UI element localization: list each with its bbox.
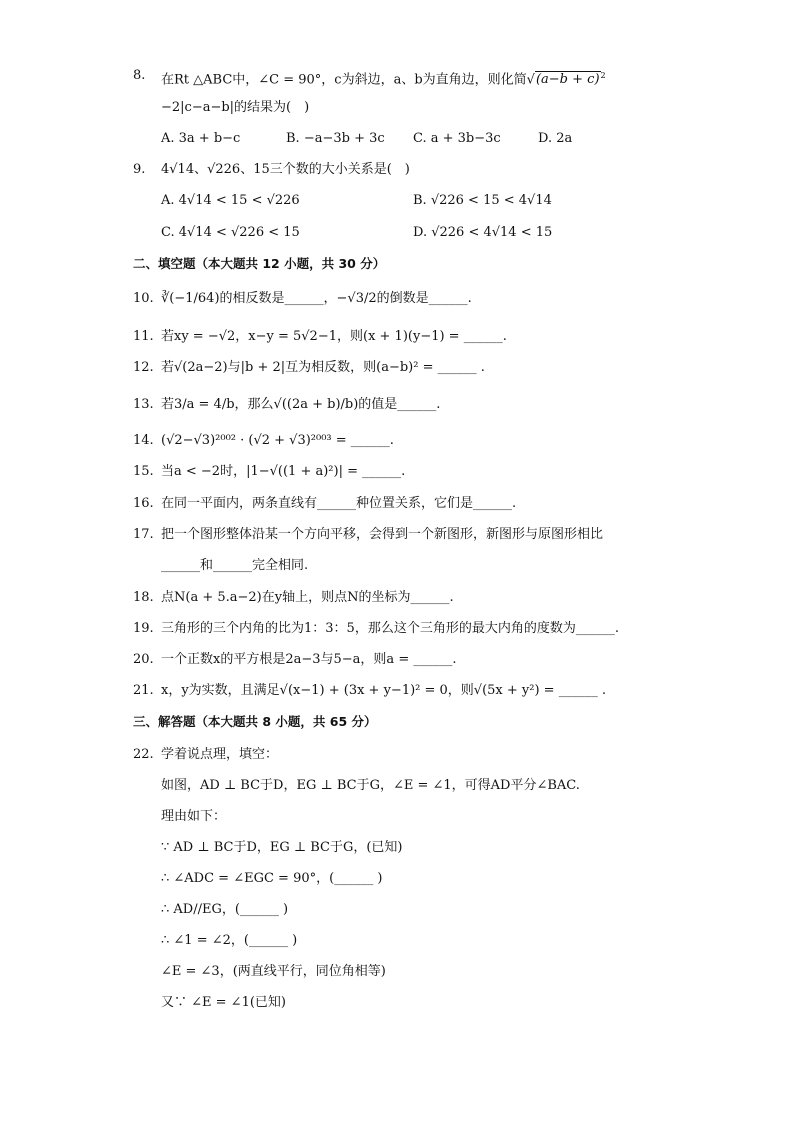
- q8-option-b: B. −a−3b + 3c: [286, 131, 385, 146]
- section-answer-heading: 三、解答题（本大题共 8 小题，共 65 分）: [133, 714, 377, 729]
- q12-text: 若√(2a−2)与|b + 2|互为相反数，则(a−b)² = ______ .: [161, 360, 485, 375]
- q22-line-4: ∵ AD ⊥ BC于D，EG ⊥ BC于G，(已知): [161, 840, 403, 855]
- q8-number: 8.: [133, 68, 146, 83]
- q8-option-a: A. 3a + b−c: [161, 131, 241, 146]
- q17-line2: ______和______完全相同.: [161, 558, 309, 573]
- q9-number: 9.: [133, 162, 146, 177]
- q16-number: 16.: [133, 496, 154, 511]
- q8-exponent: 2: [600, 71, 606, 80]
- q11-text: 若xy = −√2，x−y = 5√2−1，则(x + 1)(y−1) = ______.: [161, 329, 507, 344]
- q13-number: 13.: [133, 397, 154, 412]
- q22-line-3: 理由如下：: [161, 809, 227, 824]
- q22-line-6: ∴ AD//EG，(______ ): [161, 902, 289, 917]
- q8-option-c: C. a + 3b−3c: [413, 131, 501, 146]
- q20-text: 一个正数x的平方根是2a−3与5−a，则a = ______.: [161, 652, 457, 667]
- q14-number: 14.: [133, 433, 154, 448]
- q20-number: 20.: [133, 652, 154, 667]
- q9-option-b: B. √226 < 15 < 4√14: [413, 193, 552, 208]
- q8-line1-text: 在Rt △ABC中，∠C = 90°，c为斜边，a、b为直角边，则化简: [161, 72, 527, 88]
- q8-radicand: (a−b + c): [535, 72, 600, 88]
- q18-text: 点N(a + 5.a−2)在y轴上，则点N的坐标为______.: [161, 590, 454, 605]
- q22-number: 22.: [133, 747, 154, 762]
- q8-line2: −2|c−a−b|的结果为( ): [161, 100, 310, 115]
- q13-text: 若3/a = 4/b，那么√((2a + b)/b)的值是______.: [161, 397, 441, 412]
- q9-stem: 4√14、√226、15三个数的大小关系是( ): [161, 162, 410, 177]
- q12-number: 12.: [133, 360, 154, 375]
- q9-option-d: D. √226 < 4√14 < 15: [413, 225, 553, 240]
- q22-line-2: 如图，AD ⊥ BC于D，EG ⊥ BC于G，∠E = ∠1，可得AD平分∠BAC.: [161, 778, 580, 793]
- q14-text: (√2−√3)²⁰⁰² · (√2 + √3)²⁰⁰³ = ______.: [161, 433, 394, 448]
- q22-line-9: 又∵ ∠E = ∠1(已知): [161, 995, 286, 1010]
- q21-number: 21.: [133, 683, 154, 698]
- q22-line-5: ∴ ∠ADC = ∠EGC = 90°，(______ ): [161, 871, 383, 886]
- q8-line1: [161, 67, 606, 89]
- q22-line-7: ∴ ∠1 = ∠2，(______ ): [161, 933, 298, 948]
- q11-number: 11.: [133, 329, 154, 344]
- sqrt-symbol: √: [526, 72, 535, 88]
- q10-number: 10.: [133, 291, 154, 306]
- q9-option-a: A. 4√14 < 15 < √226: [161, 193, 300, 208]
- q22-line-8: ∠E = ∠3，(两直线平行，同位角相等): [161, 964, 386, 979]
- q21-text: x，y为实数，且满足√(x−1) + (3x + y−1)² = 0，则√(5x + y²) = ______ .: [161, 683, 606, 698]
- q8-option-d: D. 2a: [538, 131, 573, 146]
- q15-number: 15.: [133, 464, 154, 479]
- q18-number: 18.: [133, 590, 154, 605]
- q16-text: 在同一平面内，两条直线有______种位置关系，它们是______.: [161, 496, 517, 511]
- section-fill-in-heading: 二、填空题（本大题共 12 小题，共 30 分）: [133, 256, 386, 271]
- q22-line-1: 学着说点理，填空：: [161, 747, 279, 762]
- q10-text: ∛(−1/64)的相反数是______，−√3/2的倒数是______.: [161, 291, 472, 306]
- q17-number: 17.: [133, 527, 154, 542]
- q17-line1: 把一个图形整体沿某一个方向平移，会得到一个新图形，新图形与原图形相比: [161, 527, 604, 542]
- q15-text: 当a < −2时，|1−√((1 + a)²)| = ______.: [161, 464, 406, 479]
- q9-option-c: C. 4√14 < √226 < 15: [161, 225, 300, 240]
- q19-number: 19.: [133, 621, 154, 636]
- q19-text: 三角形的三个内角的比为1：3：5，那么这个三角形的最大内角的度数为______.: [161, 621, 619, 636]
